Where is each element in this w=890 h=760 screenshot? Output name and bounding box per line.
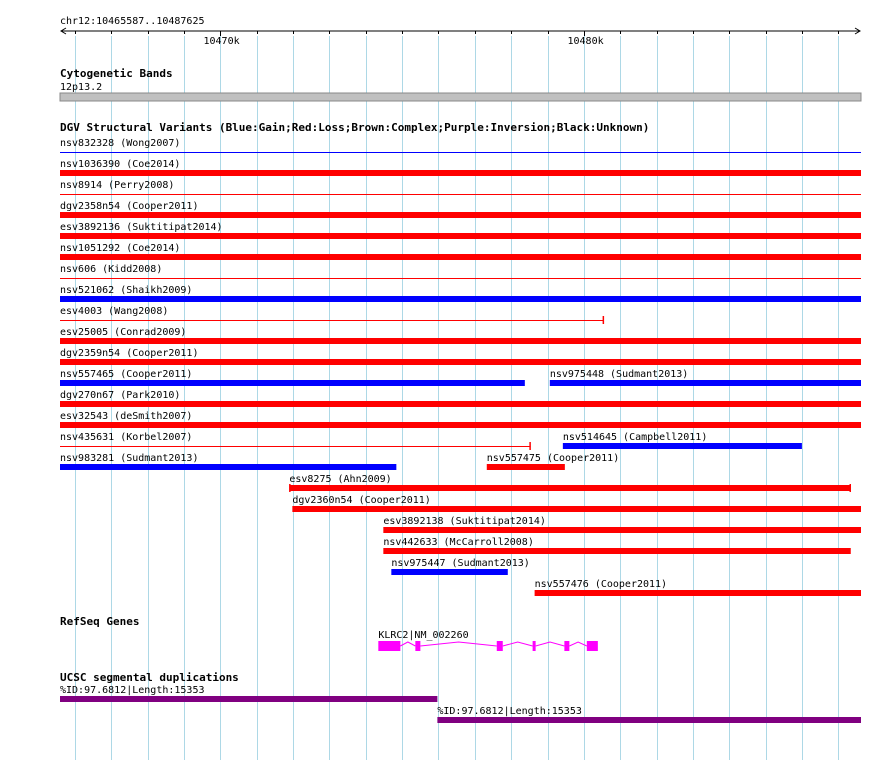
- variant-label: esv4003 (Wang2008): [60, 306, 169, 317]
- variant-bar[interactable]: [550, 380, 861, 386]
- variant-bar[interactable]: [60, 338, 861, 344]
- grid-lines: [76, 36, 839, 760]
- variant-feature[interactable]: [60, 285, 861, 302]
- variant-feature[interactable]: [60, 369, 525, 386]
- gene-exon[interactable]: [564, 641, 569, 651]
- variant-bar[interactable]: [60, 233, 861, 239]
- variant-label: nsv8914 (Perry2008): [60, 180, 175, 191]
- variant-label: nsv442633 (McCarroll2008): [383, 537, 534, 548]
- variant-feature[interactable]: [60, 159, 861, 176]
- variant-label: nsv1051292 (Coe2014): [60, 243, 181, 254]
- variant-feature[interactable]: [60, 201, 861, 218]
- variant-bar[interactable]: [60, 170, 861, 176]
- variant-feature[interactable]: [60, 222, 861, 239]
- variant-feature[interactable]: [383, 516, 861, 533]
- gene-exon[interactable]: [587, 641, 598, 651]
- variant-label: esv3892138 (Suktitipat2014): [383, 516, 546, 527]
- variant-feature[interactable]: [60, 390, 861, 407]
- variant-feature[interactable]: [60, 306, 604, 324]
- variant-label: nsv435631 (Korbel2007): [60, 432, 193, 443]
- variant-feature[interactable]: [535, 579, 861, 596]
- variant-bar[interactable]: [391, 569, 507, 575]
- variant-bar[interactable]: [487, 464, 565, 470]
- gene-exon[interactable]: [415, 641, 420, 651]
- variant-label: esv8275 (Ahn2009): [289, 474, 392, 485]
- variant-label: dgv2360n54 (Cooper2011): [292, 495, 431, 506]
- variant-feature[interactable]: [60, 453, 396, 470]
- variant-feature[interactable]: [60, 243, 861, 260]
- variant-label: nsv1036390 (Coe2014): [60, 159, 181, 170]
- variant-label: esv32543 (deSmith2007): [60, 411, 193, 422]
- gene-exon[interactable]: [497, 641, 503, 651]
- variant-feature[interactable]: [391, 558, 529, 575]
- variant-label: nsv557475 (Cooper2011): [486, 453, 620, 464]
- cytoband-track: [60, 67, 861, 101]
- variant-bar[interactable]: [535, 590, 861, 596]
- variant-label: dgv270n67 (Park2010): [60, 390, 181, 401]
- segdup-bar[interactable]: [437, 717, 861, 723]
- variant-feature[interactable]: [383, 537, 850, 554]
- variant-feature[interactable]: [550, 369, 861, 386]
- variant-label: nsv557465 (Cooper2011): [60, 369, 193, 380]
- variant-feature[interactable]: [60, 411, 861, 428]
- dgv-track: [60, 121, 861, 596]
- refseq-track-title: RefSeq Genes: [60, 615, 140, 628]
- segdup-track: [60, 671, 861, 723]
- variant-bar[interactable]: [383, 527, 861, 533]
- gene-exon[interactable]: [533, 641, 536, 651]
- ruler-ticks: [76, 31, 839, 47]
- variant-label: nsv557476 (Cooper2011): [534, 579, 668, 590]
- variant-feature[interactable]: [60, 327, 861, 344]
- variant-feature[interactable]: [60, 138, 861, 153]
- variant-bar[interactable]: [60, 296, 861, 302]
- variant-label: nsv975448 (Sudmant2013): [549, 369, 689, 380]
- variant-label: esv3892136 (Suktitipat2014): [60, 222, 223, 233]
- ruler-tick-label: 10480k: [567, 36, 604, 47]
- gene-label: KLRC2|NM_002260: [378, 630, 469, 641]
- segdup-label: %ID:97.6812|Length:15353: [437, 706, 582, 717]
- gene-exon[interactable]: [378, 641, 400, 651]
- variant-label: nsv514645 (Campbell2011): [562, 432, 708, 443]
- variant-feature[interactable]: [60, 432, 531, 450]
- segdup-track-title: UCSC segmental duplications: [60, 671, 239, 684]
- variant-bar[interactable]: [60, 254, 861, 260]
- cytoband-track-title: Cytogenetic Bands: [60, 67, 173, 80]
- ruler: [60, 16, 860, 47]
- gene-feature[interactable]: [378, 630, 598, 651]
- variant-bar[interactable]: [563, 443, 802, 449]
- refseq-track: [60, 615, 598, 651]
- cytoband-bar[interactable]: [60, 93, 861, 101]
- variant-bar[interactable]: [289, 485, 850, 491]
- variant-feature[interactable]: [60, 264, 861, 279]
- cytoband-label: 12p13.2: [60, 82, 103, 93]
- variant-label: nsv521062 (Shaikh2009): [60, 285, 193, 296]
- ruler-tick-label: 10470k: [203, 36, 240, 47]
- variant-bar[interactable]: [60, 401, 861, 407]
- variant-label: nsv606 (Kidd2008): [60, 264, 163, 275]
- variant-feature[interactable]: [292, 495, 861, 512]
- variant-label: dgv2359n54 (Cooper2011): [60, 348, 199, 359]
- variant-bar[interactable]: [60, 212, 861, 218]
- variant-label: nsv832328 (Wong2007): [60, 138, 181, 149]
- variant-feature[interactable]: [487, 453, 619, 470]
- variant-bar[interactable]: [60, 422, 861, 428]
- variant-bar[interactable]: [383, 548, 850, 554]
- variant-bar[interactable]: [60, 359, 861, 365]
- variant-bar[interactable]: [60, 380, 525, 386]
- variant-feature[interactable]: [60, 180, 861, 195]
- location-label: chr12:10465587..10487625: [60, 16, 205, 27]
- variant-bar[interactable]: [60, 464, 396, 470]
- segdup-label: %ID:97.6812|Length:15353: [60, 685, 205, 696]
- dgv-track-title: DGV Structural Variants (Blue:Gain;Red:Loss;Brown:Complex;Purple:Inversion;Black:Unknown): [60, 121, 650, 134]
- variant-label: dgv2358n54 (Cooper2011): [60, 201, 199, 212]
- variant-bar[interactable]: [292, 506, 861, 512]
- segdup-feature[interactable]: [437, 706, 861, 723]
- segdup-feature[interactable]: [60, 685, 437, 702]
- variant-label: nsv975447 (Sudmant2013): [391, 558, 530, 569]
- gene-intron: [536, 642, 565, 646]
- gene-intron: [420, 642, 496, 646]
- variant-feature[interactable]: [60, 348, 861, 365]
- gene-intron: [503, 642, 533, 646]
- variant-label: esv25005 (Conrad2009): [60, 327, 187, 338]
- segdup-bar[interactable]: [60, 696, 437, 702]
- variant-label: nsv983281 (Sudmant2013): [60, 453, 199, 464]
